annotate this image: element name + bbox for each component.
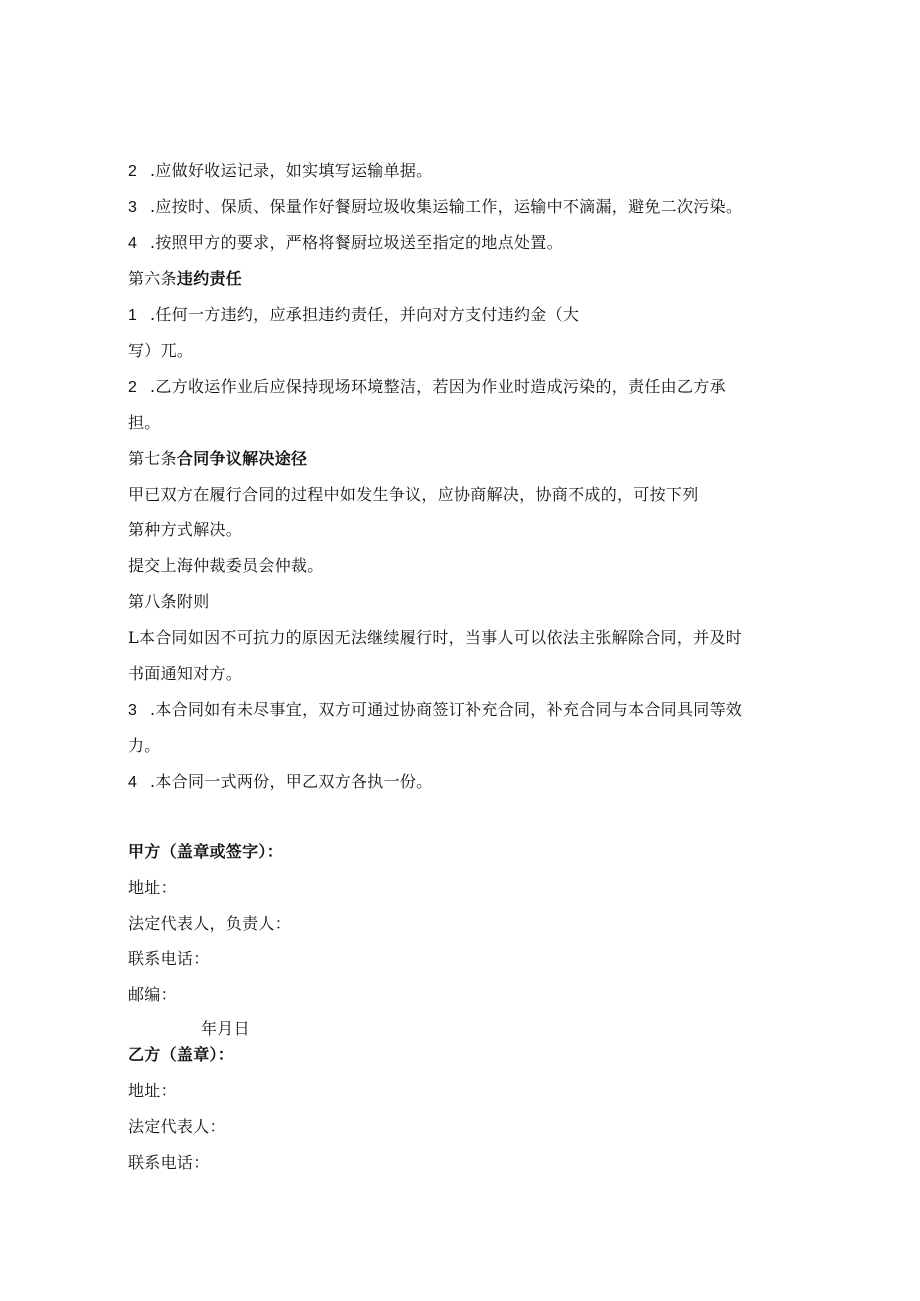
item-number: 2 — [128, 379, 138, 396]
party-a-title: 甲方（盖章或签字）： — [128, 842, 284, 861]
article-title: 违约责任 — [176, 269, 243, 288]
item-text: .本合同一式两份，甲乙双方各执一份。 — [150, 772, 433, 791]
article-7-heading — [128, 449, 307, 469]
article-title: 合同争议解决途径 — [176, 449, 308, 468]
article-7-body-line-2: 第种方式解决。 — [128, 520, 243, 539]
article-8-item-l-continuation: 书面通知对方。 — [128, 664, 243, 683]
item-text: .乙方收运作业后应保持现场环境整洁，若因为作业时造成污染的，责任由乙方承 — [150, 377, 726, 396]
party-a-postcode: 邮编： — [128, 985, 177, 1004]
item-text: .按照甲方的要求，严格将餐厨垃圾送至指定的地点处置。 — [150, 233, 563, 252]
item-text: .任何一方违约，应承担违约责任，并向对方支付违约金（大 — [150, 305, 580, 324]
item-text: .应按时、保质、保量作好餐厨垃圾收集运输工作，运输中不滴漏，避免二次污染。 — [150, 197, 743, 216]
party-b-phone: 联系电话： — [128, 1153, 210, 1172]
clause-item-3 — [128, 197, 742, 218]
article-prefix: 第七条 — [128, 449, 177, 468]
item-text: .本合同如有未尽事宜，双方可通过协商签订补充合同，补充合同与本合同具同等效 — [150, 700, 743, 719]
item-number: 3 — [128, 702, 138, 719]
article-prefix: 第六条 — [128, 269, 177, 288]
item-number: 4 — [128, 774, 138, 791]
item-number: 1 — [128, 307, 138, 324]
article-8-item-3-continuation: 力。 — [128, 736, 161, 755]
article-8-heading: 第八条附则 — [128, 592, 210, 611]
article-7-body-line-3: 提交上海仲裁委员会仲裁。 — [128, 556, 324, 575]
party-a-representative: 法定代表人，负责人： — [128, 914, 292, 933]
article-7-body-line-1: 甲已双方在履行合同的过程中如发生争议，应协商解决，协商不成的，可按下列 — [128, 485, 699, 504]
item-text: .应做好收运记录，如实填写运输单据。 — [150, 161, 433, 180]
article-8-item-4 — [128, 772, 433, 793]
article-6-item-2-continuation: 担。 — [128, 413, 161, 432]
item-number: 4 — [128, 235, 138, 252]
article-6-item-2 — [128, 377, 726, 398]
clause-item-4 — [128, 233, 563, 254]
article-6-heading — [128, 269, 242, 289]
party-b-address: 地址： — [128, 1081, 177, 1100]
party-b-representative: 法定代表人： — [128, 1117, 226, 1136]
item-number: 3 — [128, 199, 138, 216]
article-6-item-1 — [128, 305, 579, 326]
item-number: 2 — [128, 163, 138, 180]
article-8-item-l: L本合同如因不可抗力的原因无法继续履行时，当事人可以依法主张解除合同，并及时 — [128, 628, 743, 647]
party-a-phone: 联系电话： — [128, 949, 210, 968]
article-6-item-1-continuation: 写）兀。 — [128, 341, 194, 360]
party-b-title: 乙方（盖章）： — [128, 1045, 235, 1064]
clause-item-2 — [128, 161, 433, 182]
article-8-item-3 — [128, 700, 742, 721]
party-a-address: 地址： — [128, 878, 177, 897]
party-a-date: 年月日 — [201, 1019, 250, 1038]
